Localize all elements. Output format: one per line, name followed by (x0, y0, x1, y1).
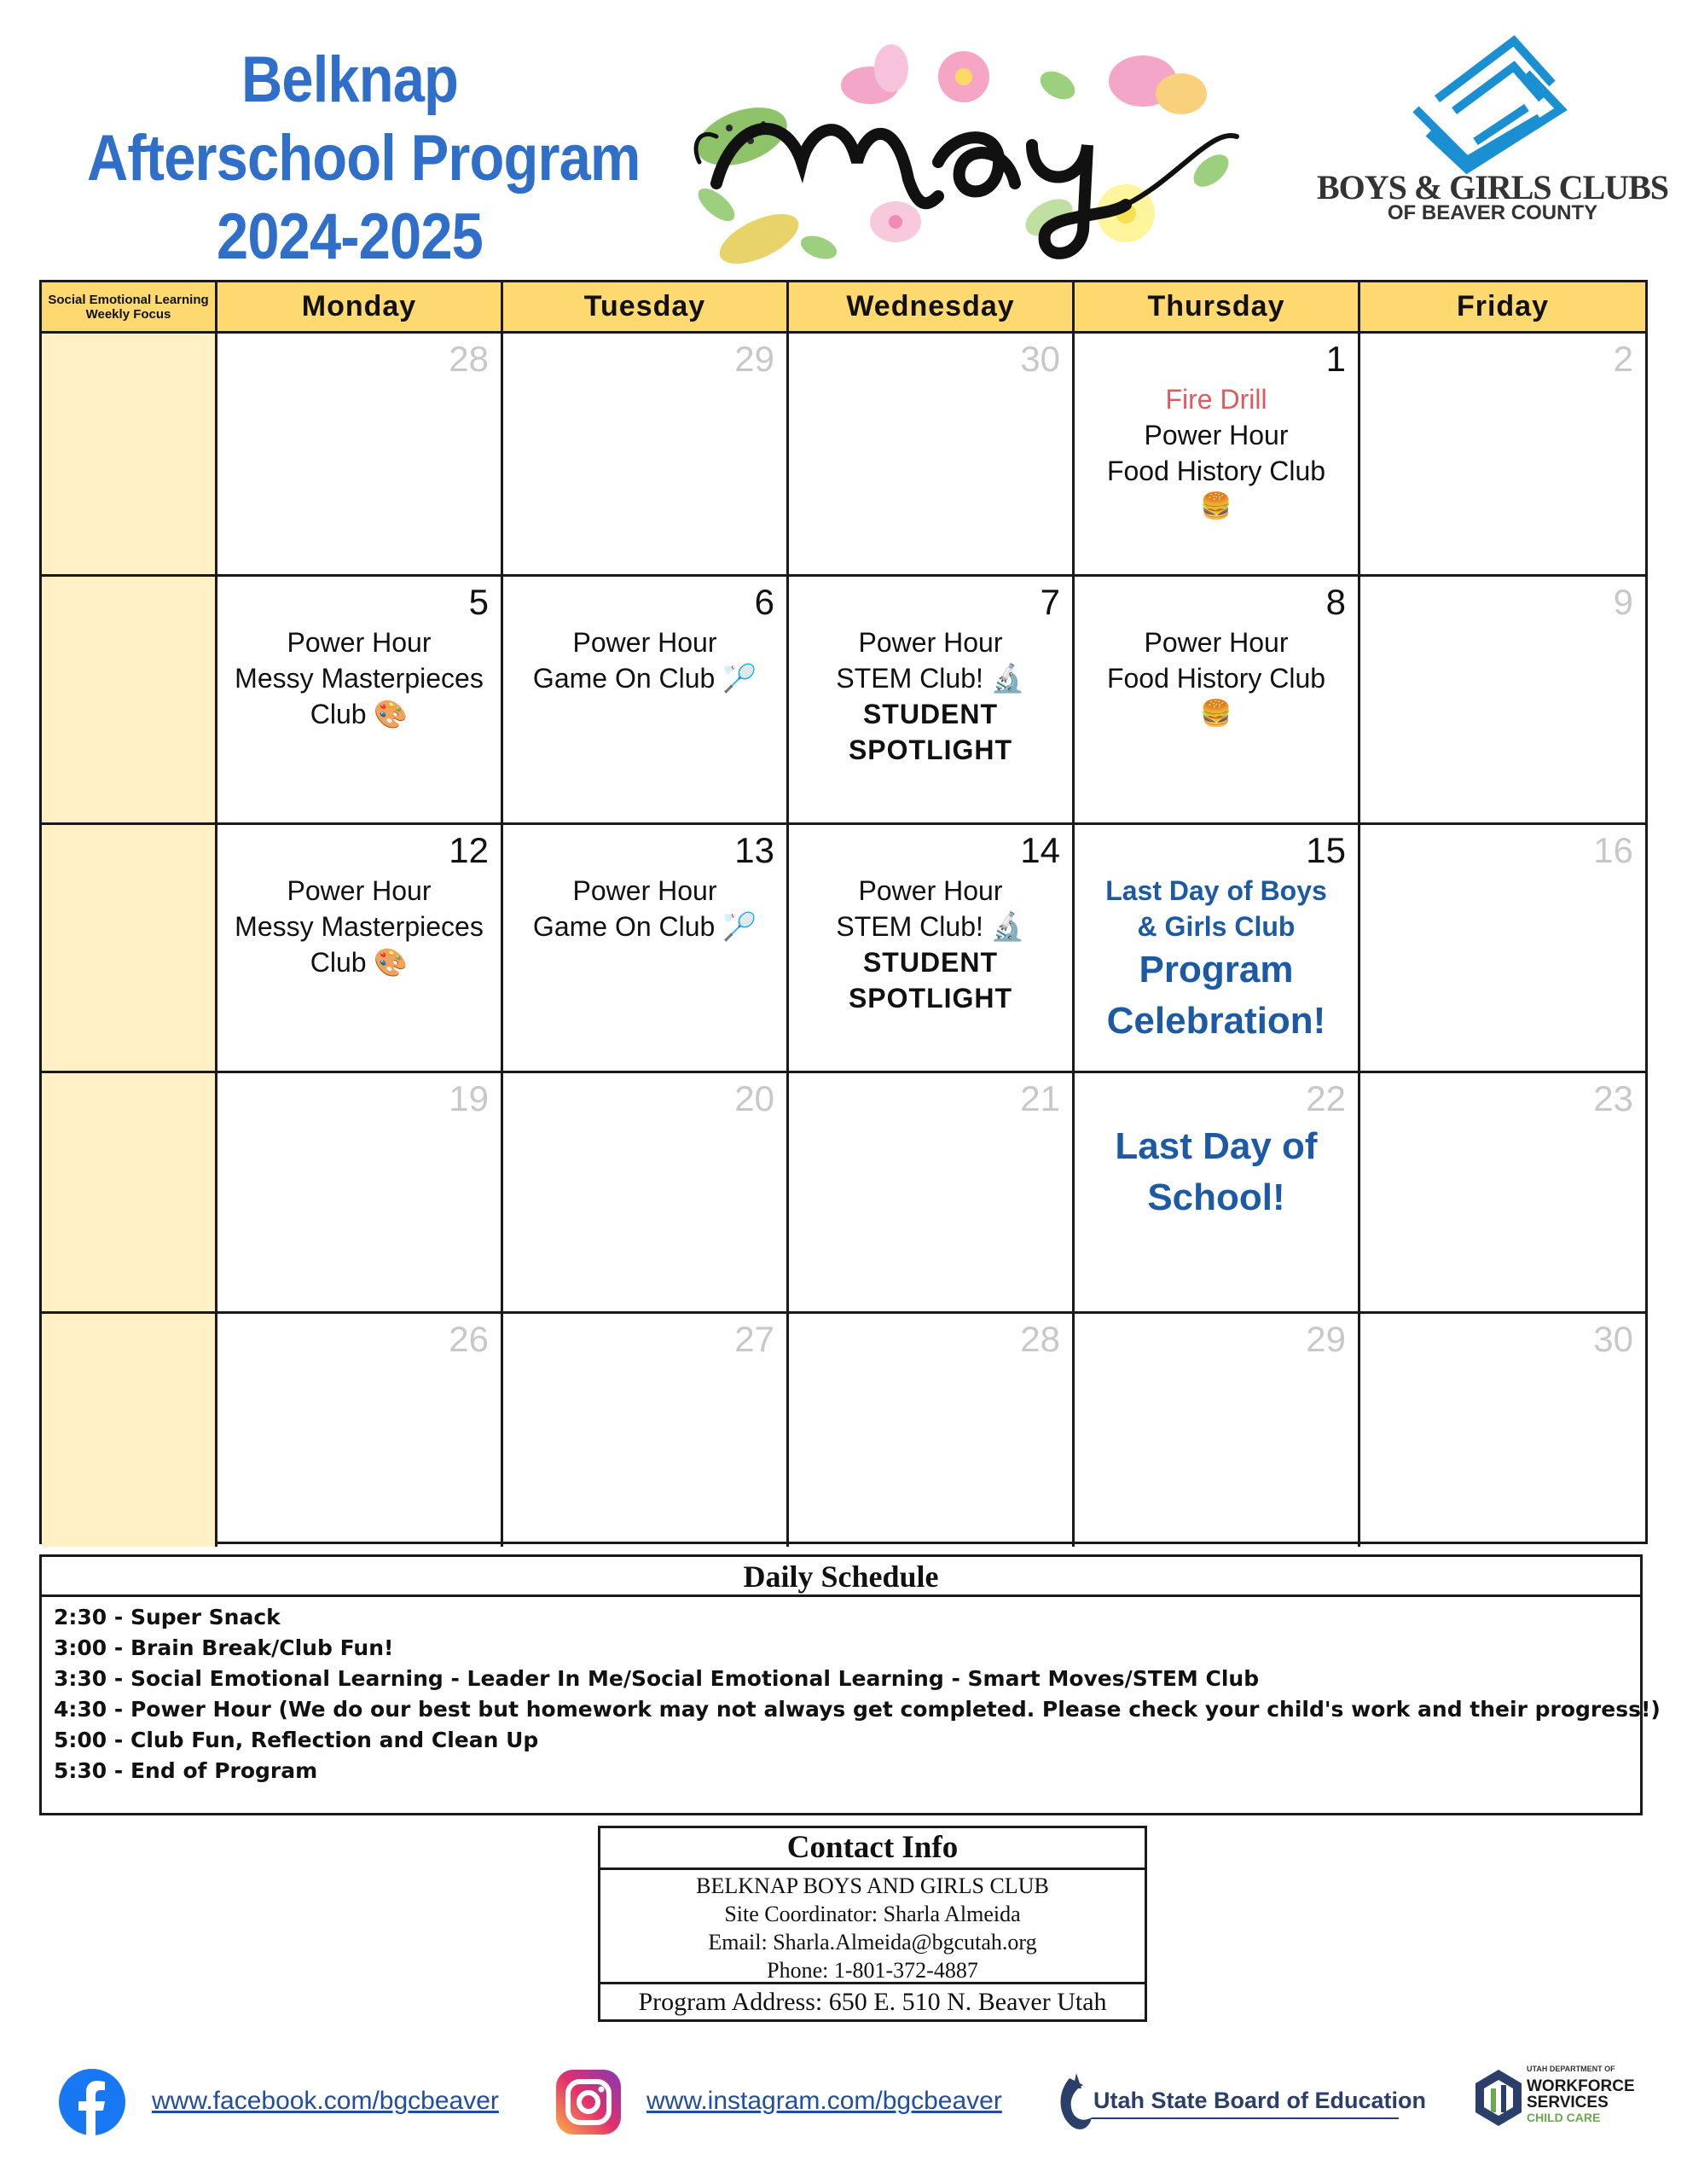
wfs-name-line-2: SERVICES (1527, 2094, 1609, 2111)
schedule-item: 3:30 - Social Emotional Learning - Leader In Me/Social Emotional Learning - Smart Moves/STEM Club (54, 1666, 1260, 1691)
day-events (789, 873, 1072, 1016)
day-number: 20 (734, 1078, 774, 1118)
event-club-palette: Club 🎨 (310, 699, 409, 729)
day-header-wednesday: Wednesday (789, 282, 1075, 334)
event-power-hour: Power Hour (858, 627, 1003, 658)
day-cell (1075, 577, 1360, 825)
event-stem-club: STEM Club! 🔬 (836, 911, 1025, 942)
day-number: 21 (1020, 1078, 1060, 1118)
day-cell (1075, 334, 1360, 577)
day-number: 26 (449, 1319, 489, 1359)
day-number: 23 (1593, 1078, 1633, 1118)
day-events (1075, 1121, 1358, 1223)
day-cell (1075, 825, 1360, 1073)
day-number: 2 (1613, 339, 1633, 379)
day-cell (217, 334, 503, 577)
may-art-text: May (682, 34, 684, 35)
day-header-friday: Friday (1360, 282, 1645, 334)
event-program-celebration: Program Celebration! (1106, 949, 1326, 1042)
day-cell (789, 334, 1075, 577)
day-header-tuesday: Tuesday (503, 282, 789, 334)
event-club-palette: Club 🎨 (310, 947, 409, 978)
burger-icon: 🍔 (1200, 492, 1232, 520)
day-number: 8 (1325, 582, 1346, 622)
day-number: 27 (734, 1319, 774, 1359)
day-number: 14 (1020, 830, 1060, 870)
event-power-hour: Power Hour (287, 875, 432, 906)
event-last-day-of-school: Last Day of School! (1115, 1125, 1318, 1218)
day-number: 30 (1020, 339, 1060, 379)
facebook-link[interactable]: www.facebook.com/bgcbeaver (152, 2087, 499, 2115)
day-cell (503, 1073, 789, 1314)
event-power-hour: Power Hour (1144, 627, 1289, 658)
day-cell (217, 1314, 503, 1547)
day-header-monday: Monday (217, 282, 503, 334)
program-title (87, 41, 641, 276)
event-last-day-club: Last Day of Boys & Girls Club (1105, 875, 1327, 942)
day-cell (217, 577, 503, 825)
event-spotlight: SPOTLIGHT (848, 983, 1013, 1014)
day-cell (503, 1314, 789, 1547)
usbe-name: Utah State Board of Education (1093, 2088, 1427, 2113)
day-cell (789, 1073, 1075, 1314)
day-events (1075, 381, 1358, 525)
event-game-on-club: Game On Club 🏸 (532, 663, 757, 694)
contact-info-box (598, 1826, 1147, 2022)
title-line-2: Afterschool Program (87, 122, 641, 195)
contact-details (600, 1870, 1145, 1984)
day-events (1075, 624, 1358, 732)
day-number: 1 (1325, 339, 1346, 379)
focus-cell-week-5 (42, 1314, 217, 1547)
day-number: 19 (449, 1078, 489, 1118)
event-food-history-club: Food History Club (1106, 456, 1326, 486)
event-power-hour: Power Hour (287, 627, 432, 658)
event-fire-drill: Fire Drill (1165, 384, 1267, 415)
schedule-item: 4:30 - Power Hour (We do our best but homework may not always get completed. Please check your child's work and their progress!) (54, 1697, 1661, 1722)
org-subname: OF BEAVER COUNTY (1387, 201, 1598, 224)
day-number: 9 (1613, 582, 1633, 622)
event-power-hour: Power Hour (572, 627, 717, 658)
day-number: 30 (1593, 1319, 1633, 1359)
title-line-1: Belknap (241, 44, 459, 116)
day-events (789, 624, 1072, 768)
day-cell (503, 825, 789, 1073)
facebook-icon[interactable] (58, 2068, 126, 2136)
focus-cell-week-4 (42, 1073, 217, 1314)
day-events (217, 624, 501, 732)
schedule-item: 3:00 - Brain Break/Club Fun! (54, 1635, 394, 1660)
event-stem-club: STEM Club! 🔬 (836, 663, 1025, 694)
instagram-icon[interactable] (554, 2068, 623, 2136)
day-number: 7 (1040, 582, 1060, 622)
day-cell (503, 577, 789, 825)
day-number: 22 (1306, 1078, 1346, 1118)
usbe-underline (1092, 2117, 1399, 2119)
program-address: Program Address: 650 E. 510 N. Beaver Utah (638, 1988, 1107, 2016)
day-cell (217, 825, 503, 1073)
day-cell (1360, 334, 1645, 577)
schedule-list (42, 1597, 1661, 1792)
title-line-3: 2024-2025 (217, 200, 483, 273)
day-number: 15 (1306, 830, 1346, 870)
wfs-name-line-1: WORKFORCE (1527, 2077, 1635, 2095)
day-number: 28 (449, 339, 489, 379)
event-power-hour: Power Hour (572, 875, 717, 906)
day-cell (789, 1314, 1075, 1547)
daily-schedule-title: Daily Schedule (42, 1557, 1640, 1597)
day-cell (1075, 1073, 1360, 1314)
burger-icon: 🍔 (1200, 700, 1232, 728)
org-name: BOYS & GIRLS CLUBS (1316, 168, 1669, 206)
contact-phone[interactable]: Phone: 1-801-372-4887 (767, 1958, 978, 1983)
wfs-name (1527, 2078, 1635, 2111)
day-cell (1360, 577, 1645, 825)
calendar-grid (39, 280, 1648, 1544)
event-power-hour: Power Hour (858, 875, 1003, 906)
day-cell (1360, 825, 1645, 1073)
focus-column-header: Social Emotional Learning Weekly Focus (42, 282, 217, 334)
schedule-item: 5:30 - End of Program (54, 1758, 318, 1783)
wfs-subtitle: CHILD CARE (1527, 2111, 1601, 2124)
day-events (503, 624, 786, 696)
day-cell (1360, 1073, 1645, 1314)
day-number: 5 (468, 582, 489, 622)
daily-schedule-box (39, 1554, 1661, 1815)
event-spotlight: SPOTLIGHT (848, 735, 1013, 765)
event-student: STUDENT (862, 699, 999, 729)
day-number: 13 (734, 830, 774, 870)
schedule-item: 5:00 - Club Fun, Reflection and Clean Up (54, 1728, 539, 1752)
day-number: 29 (734, 339, 774, 379)
contact-email[interactable]: Email: Sharla.Almeida@bgcutah.org (708, 1930, 1037, 1955)
day-cell (1075, 1314, 1360, 1547)
event-game-on-club: Game On Club 🏸 (532, 911, 757, 942)
day-cell (503, 334, 789, 577)
event-food-history-club: Food History Club (1106, 663, 1326, 694)
schedule-item: 2:30 - Super Snack (54, 1605, 281, 1629)
contact-coordinator: Site Coordinator: Sharla Almeida (724, 1902, 1021, 1926)
event-messy-masterpieces: Messy Masterpieces (235, 663, 484, 694)
event-messy-masterpieces: Messy Masterpieces (235, 911, 484, 942)
instagram-link[interactable]: www.instagram.com/bgcbeaver (646, 2087, 1002, 2115)
focus-cell-week-3 (42, 825, 217, 1073)
day-events (503, 873, 786, 944)
day-number: 12 (449, 830, 489, 870)
day-events (217, 873, 501, 980)
day-cell (1360, 1314, 1645, 1547)
day-number: 16 (1593, 830, 1633, 870)
day-number: 28 (1020, 1319, 1060, 1359)
day-events (1075, 873, 1358, 1047)
contact-club-name: BELKNAP BOYS AND GIRLS CLUB (696, 1873, 1049, 1898)
day-cell (789, 577, 1075, 825)
day-number: 6 (754, 582, 774, 622)
day-number: 29 (1306, 1319, 1346, 1359)
contact-info-title: Contact Info (600, 1828, 1145, 1870)
day-cell (217, 1073, 503, 1314)
may-floral-illustration (682, 34, 1254, 273)
focus-cell-week-1 (42, 334, 217, 577)
focus-cell-week-2 (42, 577, 217, 825)
event-student: STUDENT (862, 947, 999, 978)
wfs-dept: UTAH DEPARTMENT OF (1527, 2065, 1615, 2073)
day-cell (789, 825, 1075, 1073)
event-power-hour: Power Hour (1144, 420, 1289, 450)
day-header-thursday: Thursday (1075, 282, 1360, 334)
